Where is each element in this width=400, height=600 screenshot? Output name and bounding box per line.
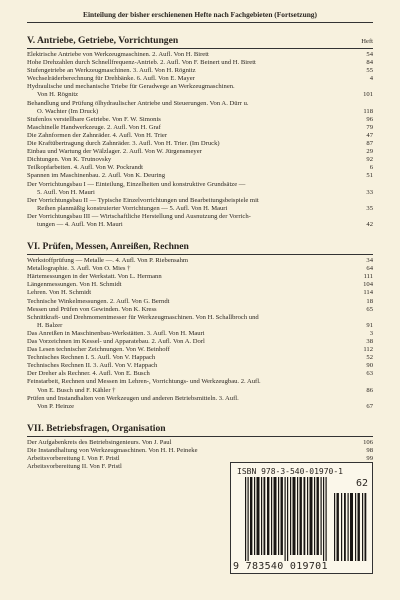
list-item	[27, 83, 373, 99]
entry-continuation: Von P. Heinze	[37, 402, 75, 410]
entry-title: Technisches Rechnen I. 5. Aufl. Von V. Happach	[27, 354, 156, 362]
list-item	[27, 306, 373, 314]
entry-continuation: O. Wachter (Im Druck)	[37, 107, 99, 115]
entry-title: Feinstarbeit, Rechnen und Messen im Lehren-, Vorrichtungs- und Werkzeugbau. 2. Aufl.	[27, 378, 261, 386]
heft-number: 96	[366, 115, 373, 123]
heft-number: 47	[366, 131, 373, 139]
section-title: V. Antriebe, Getriebe, Vorrichtungen	[27, 35, 179, 46]
entry-title: Behandlung und Prüfung ölhydraulischer Antriebe und Steuerungen. Von A. Dürr u.	[27, 99, 249, 107]
heft-number: 51	[366, 172, 373, 180]
entry-title: Teilkopfarbeiten. 4. Aufl. Von W. Pockrandt	[27, 164, 143, 172]
entry-title: Hydraulische und mechanische Triebe für Geradwege an Werkzeugmaschinen.	[27, 83, 235, 91]
entry-title: Wechselräderberechnung für Drehbänke. 6. Aufl. Von E. Mayer	[27, 75, 195, 83]
entry-title: Härtemessungen in der Werkstatt. Von L. Hermann	[27, 273, 162, 281]
heft-number: 106	[363, 438, 373, 446]
heft-number: 101	[363, 91, 373, 99]
heft-number: 111	[363, 273, 373, 281]
entry-continuation: H. Balzer	[37, 321, 63, 329]
list-item	[27, 75, 373, 83]
heft-number: 99	[366, 455, 373, 463]
section-2	[27, 241, 373, 411]
entry-title: Das Vorzeichnen im Kessel- und Apparatebau. 2. Aufl. Von A. Dorl	[27, 338, 205, 345]
list-item	[27, 59, 373, 67]
list-item	[27, 116, 373, 124]
heft-number: 64	[366, 265, 373, 273]
entry-title: Einbau und Wartung der Wälzlager. 2. Aufl. Von W. Jürgensmeyer	[27, 148, 202, 156]
entry-title: Die Kraftübertragung durch Zahnräder. 3. Aufl. Von H. Trier. (Im Druck)	[27, 140, 220, 148]
section-header	[27, 35, 373, 49]
list-item	[27, 346, 373, 354]
barcode-price-code: 62	[355, 478, 368, 489]
heft-number: 52	[366, 354, 373, 362]
list-item	[27, 370, 373, 378]
heft-number: 33	[366, 188, 373, 196]
list-item	[27, 281, 373, 289]
list-item	[27, 172, 373, 180]
section-header	[27, 423, 373, 437]
heft-number: 114	[363, 289, 373, 297]
list-item	[27, 100, 373, 116]
list-item	[27, 148, 373, 156]
entry-continuation: Von E. Busch und F. Kähler †	[37, 386, 116, 394]
entry-title: Schnittkraft- und Drehmomentmesser für Werkzeugmaschinen. Von H. Schallbroch und	[27, 313, 259, 321]
entry-title: Hohe Drehzahlen durch Schnellfrequenz-Antrieb. 2. Aufl. Von F. Beinert und H. Birett	[27, 59, 256, 67]
entry-title: Prüfen und Instandhalten von Werkzeugen und anderen Betriebsmitteln. 3. Aufl.	[27, 394, 239, 402]
heft-number: 86	[366, 386, 373, 394]
list-item	[27, 314, 373, 330]
entry-title: Stufenlos verstellbare Getriebe. Von F. W. Simonis	[27, 115, 161, 123]
header-divider	[27, 22, 373, 23]
entry-continuation: tungen — 4. Aufl. Von H. Mauri	[37, 220, 123, 228]
entry-title: Dichtungen. Von K. Trutnovsky	[27, 156, 112, 164]
heft-number: 55	[366, 67, 373, 75]
list-item	[27, 181, 373, 197]
heft-number: 67	[366, 402, 373, 410]
barcode-addon-bars	[333, 493, 367, 561]
entry-title: Metallographie. 3. Aufl. Von O. Mies †	[27, 265, 131, 273]
entry-title: Das Anreißen in Maschinenbau-Werkstätten. 3. Aufl. Von H. Mauri	[27, 329, 205, 337]
list-item	[27, 273, 373, 281]
heft-number: 118	[363, 107, 373, 115]
list-item	[27, 51, 373, 59]
heft-number: 4	[369, 75, 373, 83]
list-item	[27, 265, 373, 273]
heft-column-label: Heft	[361, 38, 373, 45]
heft-number: 79	[366, 123, 373, 131]
heft-number: 42	[366, 220, 373, 228]
entry-title: Das Lesen technischer Zeichnungen. Von W. Beinhoff	[27, 346, 170, 354]
list-item	[27, 197, 373, 213]
heft-number: 3	[369, 329, 373, 337]
heft-number: 87	[366, 140, 373, 148]
entry-title: Die Instandhaltung von Werkzeugmaschinen. Von H. H. Peineke	[27, 446, 198, 454]
entry-title: Spannen im Maschinenbau. 2. Aufl. Von K. Deuring	[27, 172, 166, 180]
entry-title: Längenmessungen. Von H. Schmidt	[27, 281, 122, 289]
heft-number: 18	[366, 297, 373, 305]
heft-number: 54	[366, 51, 373, 58]
list-item	[27, 140, 373, 148]
list-item	[27, 354, 373, 362]
entry-continuation: Von H. Rögnitz	[37, 91, 79, 99]
barcode-main-bars	[243, 477, 331, 561]
heft-number: 104	[363, 281, 373, 289]
entry-title: Messen und Prüfen von Gewinden. Von K. Kress	[27, 305, 157, 313]
heft-number: 84	[366, 59, 373, 67]
entry-title: Technische Winkelmessungen. 2. Aufl. Von G. Berndt	[27, 297, 170, 305]
heft-number: 112	[363, 346, 373, 354]
entry-continuation: Reihen planmäßig konstruierter Vorrichtungen — 5. Aufl. Von H. Mauri	[37, 204, 228, 212]
heft-number: 98	[366, 446, 373, 454]
list-item	[27, 298, 373, 306]
entry-title: Der Vorrichtungsbau III — Wirtschaftliche Herstellung und Ausnutzung der Vorrich-	[27, 212, 251, 220]
heft-number: 34	[366, 257, 373, 265]
entry-title: Technisches Rechnen II. 3. Aufl. Von V. Happach	[27, 362, 158, 370]
barcode-digits: 9 783540 019701	[233, 561, 328, 572]
heft-number: 35	[366, 204, 373, 212]
list-item	[27, 362, 373, 370]
section-header	[27, 241, 373, 255]
isbn-number: ISBN 978-3-540-01970-1	[237, 467, 343, 476]
section-1	[27, 35, 373, 229]
entry-title: Elektrische Antriebe von Werkzeugmaschinen. 2. Aufl. Von H. Birett	[27, 51, 209, 58]
list-item	[27, 132, 373, 140]
entry-continuation: 5. Aufl. Von H. Mauri	[37, 188, 95, 196]
heft-number: 65	[366, 305, 373, 313]
entry-title: Die Zahnformen der Zahnräder. 4. Aufl. Von H. Trier	[27, 131, 168, 139]
list-item	[27, 447, 373, 455]
list-item	[27, 164, 373, 172]
list-item	[27, 257, 373, 265]
entry-title: Der Aufgabenkreis des Betriebsingenieurs. Von J. Paul	[27, 438, 172, 446]
list-item	[27, 156, 373, 164]
heft-number: 38	[366, 338, 373, 345]
heft-number: 29	[366, 148, 373, 156]
list-item	[27, 330, 373, 338]
entry-title: Der Vorrichtungsbau II — Typische Einzelvorrichtungen und Bearbeitungsbeispiele mit	[27, 196, 259, 204]
entry-list	[27, 257, 373, 411]
catalog-header: Einteilung der bisher erschienenen Hefte nach Fachgebieten (Fortsetzung)	[83, 10, 317, 19]
entry-title: Lehren. Von H. Schmidt	[27, 289, 92, 297]
list-item	[27, 124, 373, 132]
entry-title: Der Vorrichtungsbau I — Einteilung, Einzelheiten und konstruktive Grundsätze —	[27, 180, 246, 188]
list-item	[27, 213, 373, 229]
heft-number: 91	[366, 321, 373, 329]
list-item	[27, 289, 373, 297]
entry-title: Der Dreher als Rechner. 4. Aufl. Von E. Busch	[27, 370, 150, 378]
entry-title: Arbeitsvorbereitung II. Von F. Pristl	[27, 463, 122, 471]
entry-list	[27, 51, 373, 229]
isbn-barcode	[230, 462, 373, 574]
list-item	[27, 378, 373, 394]
list-item	[27, 67, 373, 75]
heft-number: 92	[366, 156, 373, 164]
sections-container	[27, 35, 373, 471]
entry-title: Arbeitsvorbereitung I. Von F. Pristl	[27, 455, 120, 463]
entry-title: Werkstoffprüfung — Metalle —. 4. Aufl. Von P. Riebensahm	[27, 257, 189, 265]
section-title: VII. Betriebsfragen, Organisation	[27, 422, 166, 434]
list-item	[27, 395, 373, 411]
list-item	[27, 439, 373, 447]
section-title: VI. Prüfen, Messen, Anreißen, Rechnen	[27, 241, 189, 253]
heft-number: 90	[366, 362, 373, 370]
list-item	[27, 338, 373, 346]
entry-title: Stufengetriebe an Werkzeugmaschinen. 3. Aufl. Von H. Rögnitz	[27, 67, 196, 75]
heft-number: 63	[366, 370, 373, 378]
entry-title: Maschinelle Handwerkzeuge. 2. Aufl. Von H. Graf	[27, 123, 161, 131]
heft-number: 6	[369, 164, 373, 172]
